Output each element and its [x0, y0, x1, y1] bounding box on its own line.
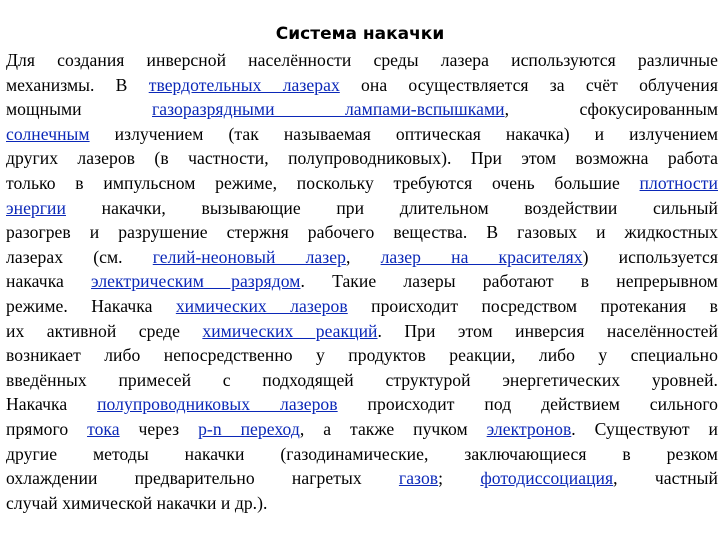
text-segment: Для создания инверсной населённости среды лазера используются различные — [6, 50, 718, 70]
link-gazorazryadnye-lampy[interactable]: газоразрядными лампами-вспышками — [152, 99, 505, 120]
link-solnechnym[interactable]: солнечным — [6, 123, 90, 144]
text-segment: , сфокусированным — [504, 99, 719, 120]
text-segment: разогрев и разрушение стержня рабочего вещества. В газовых и жидкостных — [6, 222, 718, 243]
text-segment: , — [346, 246, 381, 267]
text-segment: происходит под действием сильного — [337, 394, 718, 415]
text-segment: излучением (так называемая оптическая накачка) и излучением — [89, 123, 718, 144]
text-segment: только в импульсном режиме, поскольку требуются очень большие — [6, 172, 640, 193]
text-segment: . Такие лазеры работают в непрерывном — [300, 271, 718, 292]
link-p-n-perekhod[interactable]: p-n переход — [198, 418, 300, 439]
text-segment: охлаждении предварительно нагретых — [6, 468, 399, 489]
link-poluprovodnikovykh-lazerov[interactable]: полупроводниковых лазеров — [97, 394, 338, 415]
text-segment: прямого — [6, 418, 88, 439]
text-line — [6, 491, 718, 516]
link-gazov[interactable]: газов — [398, 468, 439, 489]
text-line — [6, 392, 718, 417]
text-segment: , а также пучком — [299, 418, 487, 439]
text-line — [6, 73, 718, 98]
link-lazer-na-krasitelyakh[interactable]: лазер на красителях — [380, 246, 583, 267]
text-line — [6, 466, 718, 491]
link-fotodissotsiatsiya[interactable]: фотодиссоциация — [480, 468, 614, 489]
text-line — [6, 196, 718, 221]
text-segment: накачки, вызывающие при длительном воздействии сильный — [65, 197, 718, 218]
text-segment: она осуществляется за счёт облучения — [339, 74, 718, 95]
text-segment: через — [119, 418, 199, 439]
text-line — [6, 294, 718, 319]
text-segment: случай химической накачки и др.). — [6, 492, 268, 513]
text-segment: накачка — [6, 271, 92, 292]
link-geliy-neonovyy-lazer[interactable]: гелий-неоновый лазер — [152, 246, 347, 267]
text-line — [6, 368, 718, 393]
text-segment: других лазеров (в частности, полупроводниковых). При этом возможна работа — [6, 148, 718, 169]
text-line — [6, 97, 718, 122]
link-plotnosti-energii-2[interactable]: энергии — [6, 197, 66, 218]
text-line — [6, 220, 718, 245]
body-paragraph — [6, 48, 718, 515]
text-line — [6, 319, 718, 344]
text-segment: лазерах (см. — [6, 246, 153, 267]
text-line — [6, 48, 718, 73]
text-segment: . Существуют и — [571, 418, 718, 439]
text-segment: Накачка — [6, 394, 98, 415]
text-line — [6, 146, 718, 171]
link-toka[interactable]: тока — [87, 418, 120, 439]
text-line — [6, 245, 718, 270]
text-segment: мощными — [6, 99, 153, 120]
page-title: Система накачки — [275, 24, 445, 44]
text-line — [6, 122, 718, 147]
text-segment: , частный — [613, 468, 718, 489]
text-segment: другие методы накачки (газодинамические, заключающиеся в резком — [6, 443, 718, 464]
text-segment: их активной среде — [6, 320, 203, 341]
text-line — [6, 417, 718, 442]
link-tverdotelnye-lazery[interactable]: твердотельных лазерах — [148, 74, 340, 95]
text-segment: ) используется — [582, 246, 718, 267]
text-segment: возникает либо непосредственно у продуктов реакции, либо у специально — [6, 345, 718, 366]
text-segment: . При этом инверсия населённостей — [377, 320, 718, 341]
text-line — [6, 343, 718, 368]
text-segment: механизмы. В — [6, 74, 149, 95]
link-elektricheskim-razryadom[interactable]: электрическим разрядом — [91, 271, 301, 292]
text-segment: происходит посредством протекания в — [347, 295, 718, 316]
text-segment: ; — [438, 468, 481, 489]
text-line — [6, 442, 718, 467]
text-line — [6, 171, 718, 196]
text-line — [6, 269, 718, 294]
link-khimicheskikh-reaktsiy[interactable]: химических реакций — [202, 320, 378, 341]
link-elektronov[interactable]: электронов — [486, 418, 572, 439]
text-segment: режиме. Накачка — [6, 295, 176, 316]
link-khimicheskikh-lazerov[interactable]: химических лазеров — [175, 295, 348, 316]
text-segment: введённых примесей с подходящей структурой энергетических уровней. — [6, 369, 718, 390]
link-plotnosti-energii[interactable]: плотности — [639, 172, 718, 193]
